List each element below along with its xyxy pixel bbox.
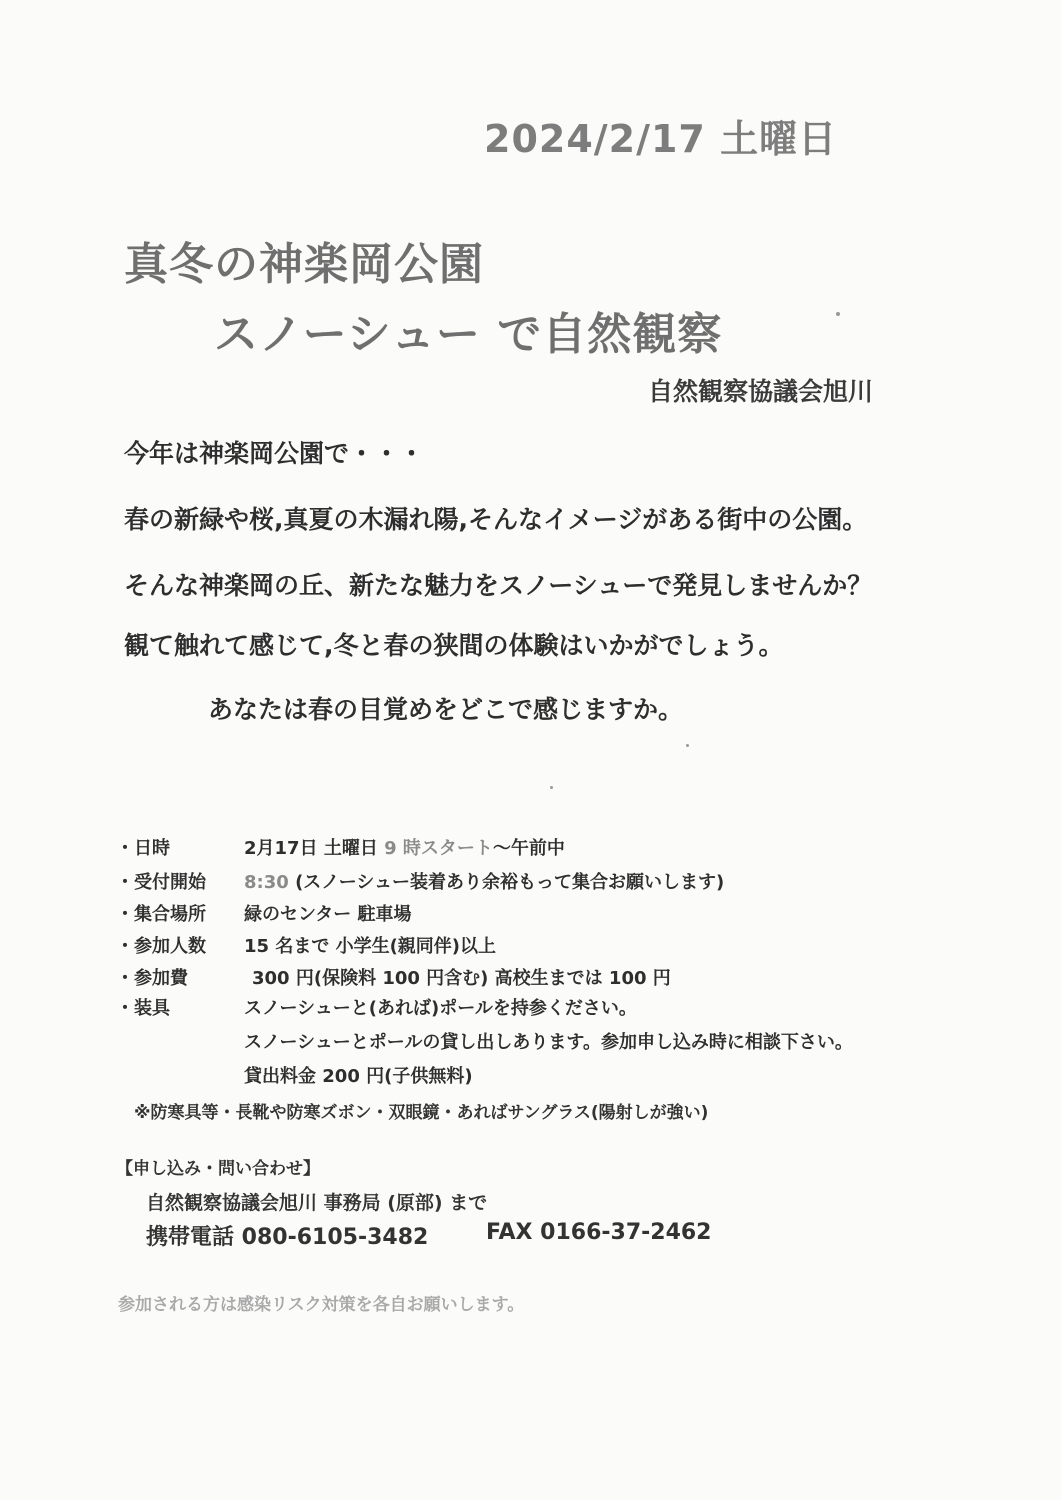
organizer-name: 自然観察協議会旭川: [648, 377, 874, 406]
detail-label: ・装具: [116, 998, 170, 1019]
datetime-end: ～午前中: [492, 838, 565, 859]
detail-value: [244, 1062, 473, 1088]
contact-office: 自然観察協議会旭川 事務局 (原部) まで: [146, 1192, 488, 1214]
scan-speck: [686, 744, 689, 747]
intro-line-4: 観て触れて感じて,冬と春の狭間の体験はいかがでしょう。: [124, 631, 784, 660]
reception-note: (スノーシュー装着あり余裕もって集合お願いします): [295, 872, 725, 893]
intro-line-3: そんな神楽岡の丘、新たな魅力をスノーシューで発見しませんか？: [124, 571, 873, 600]
event-date: 2024/2/17 土曜日: [484, 117, 838, 161]
datetime-start: 9 時スタート: [384, 838, 493, 859]
detail-value: 緑のセンター 駐車場: [244, 904, 412, 925]
detail-label: ・集合場所: [116, 904, 206, 925]
datetime-main: 2月17日 土曜日: [244, 838, 378, 859]
detail-label: ・日時: [116, 838, 170, 859]
intro-line-1: 今年は神楽岡公園で・・・: [124, 439, 425, 468]
detail-label: ・参加費: [116, 968, 188, 989]
rental-fee: 貸出料金 200 円: [244, 1066, 385, 1087]
detail-value: 15 名まで 小学生(親同伴)以上: [244, 936, 497, 957]
rental-fee-note: (子供無料): [384, 1066, 473, 1087]
title-line-2: スノーシュー で自然観察: [214, 309, 723, 360]
detail-label: ・受付開始: [116, 872, 206, 893]
footer-note: 参加される方は感染リスク対策を各自お願いします。: [118, 1295, 525, 1315]
reception-time: 8:30: [244, 872, 289, 893]
detail-value: [244, 868, 724, 894]
intro-line-2: 春の新緑や桜,真夏の木漏れ陽,そんなイメージがある街中の公園。: [124, 505, 868, 534]
equipment-note: ※防寒具等・長靴や防寒ズボン・双眼鏡・あればサングラス(陽射しが強い): [134, 1103, 709, 1123]
detail-label: ・参加人数: [116, 936, 206, 957]
contact-heading: 【申し込み・問い合わせ】: [116, 1159, 320, 1179]
detail-value: スノーシューとポールの貸し出しあります。参加申し込み時に相談下さい。: [244, 1032, 853, 1053]
title-line-1: 真冬の神楽岡公園: [124, 239, 484, 290]
intro-line-5: あなたは春の目覚めをどこで感じますか。: [208, 695, 684, 724]
fax-number: FAX 0166-37-2462: [486, 1220, 712, 1245]
contact-numbers: [146, 1220, 712, 1251]
scan-speck: [836, 312, 840, 316]
detail-value: 300 円(保険料 100 円含む) 高校生までは 100 円: [252, 968, 671, 989]
phone-number: 携帯電話 080-6105-3482: [146, 1225, 429, 1250]
detail-value: [244, 834, 565, 860]
scan-speck: [550, 786, 553, 789]
detail-value: スノーシューと(あれば)ポールを持参ください。: [244, 998, 637, 1019]
